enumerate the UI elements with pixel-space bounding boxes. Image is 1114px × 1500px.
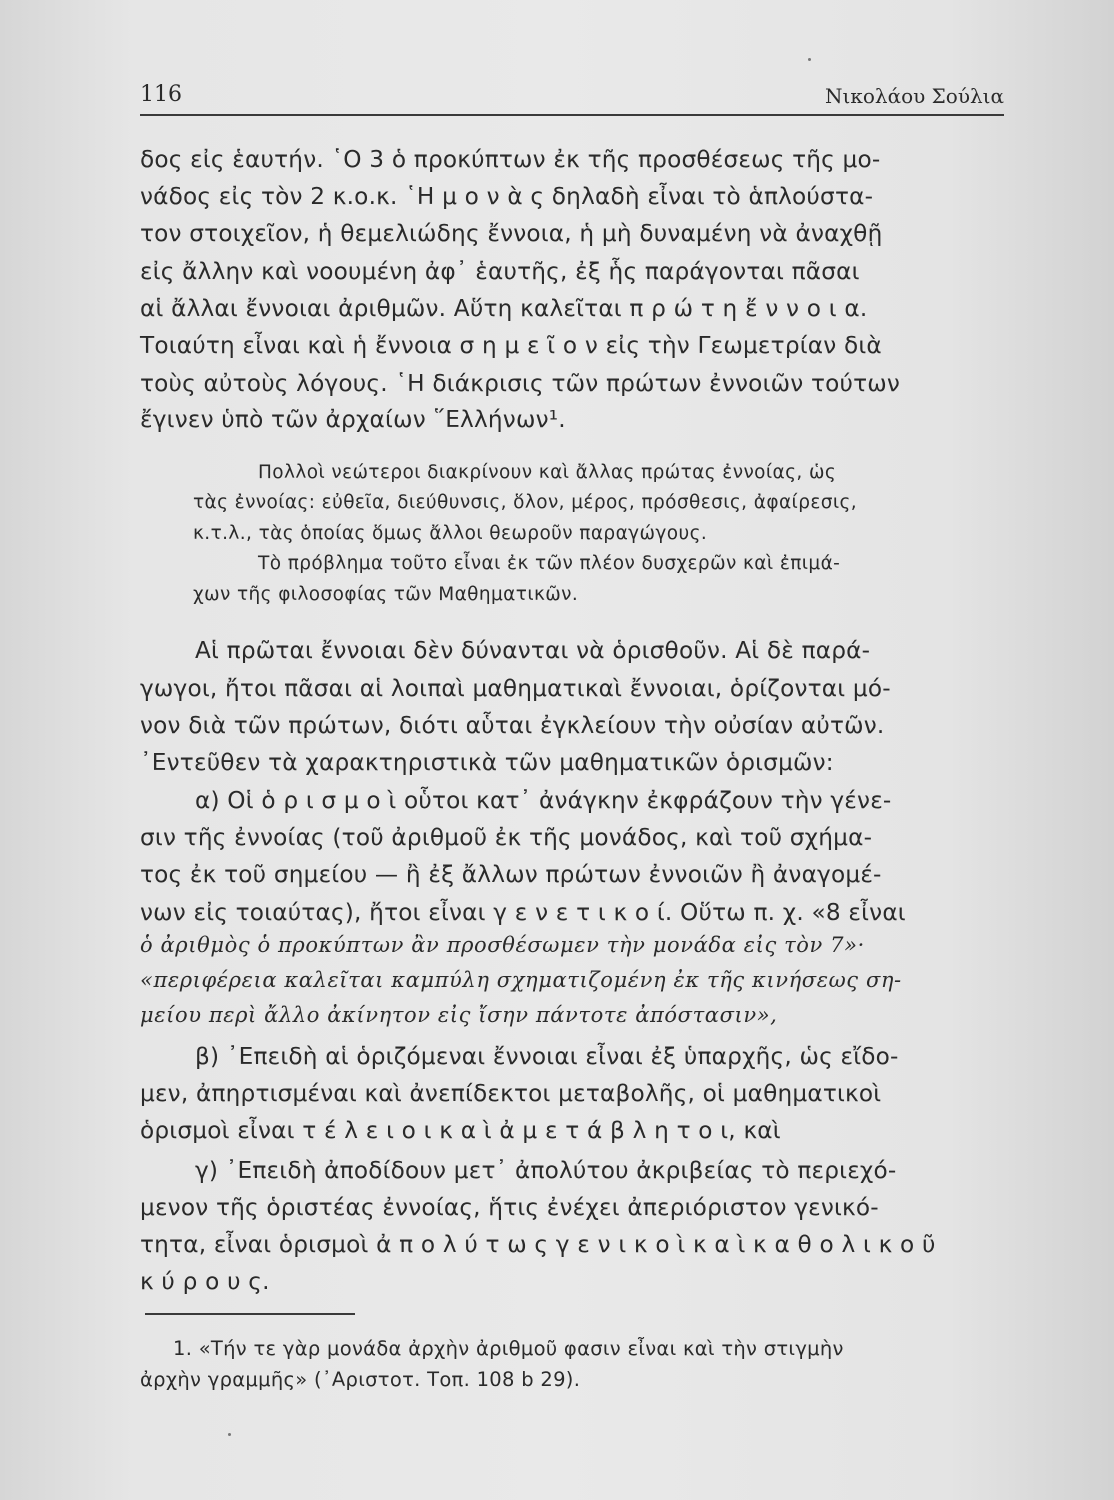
list-item-a-line: α) Οἱ ὁ ρ ι σ μ ο ὶ οὗτοι κατ᾽ ἀνάγκην ἐκφράζουν τὴν γένε-: [195, 787, 892, 814]
body-line: γωγοι, ἤτοι πᾶσαι αἱ λοιπαὶ μαθηματικαὶ ἔννοιαι, ὁρίζονται μό-: [140, 675, 891, 702]
note-line: Τὸ πρόβλημα τοῦτο εἶναι ἐκ τῶν πλέον δυσχερῶν καὶ ἐπιμά-: [258, 553, 841, 574]
list-item-c-line: τητα, εἶναι ὁρισμοὶ ἀ π ο λ ύ τ ω ς γ ε ν ι κ ο ὶ κ α ὶ κ α θ ο λ ι κ ο ῦ: [140, 1231, 936, 1258]
body-line: δος εἰς ἑαυτήν. ῾Ο 3 ὁ προκύπτων ἐκ τῆς προσθέσεως τῆς μο-: [140, 146, 881, 173]
note-line: τὰς ἐννοίας: εὐθεῖα, διεύθυνσις, ὅλον, μέρος, πρόσθεσις, ἀφαίρεσις,: [193, 492, 858, 513]
list-item-c-line: γ) ᾽Επειδὴ ἀποδίδουν μετ᾽ ἀπολύτου ἀκριβείας τὸ περιεχό-: [195, 1157, 897, 1184]
list-item-a-line: νων εἰς τοιαύτας), ἤτοι εἶναι γ ε ν ε τ ι κ ο ί. Οὕτω π. χ. «8 εἶναι: [140, 899, 906, 926]
note-line: Πολλοὶ νεώτεροι διακρίνουν καὶ ἄλλας πρώτας ἐννοίας, ὡς: [258, 462, 837, 483]
header-rule: [140, 114, 1004, 116]
page-number: 116: [140, 82, 182, 107]
list-item-c-line: μενον τῆς ὁριστέας ἐννοίας, ἥτις ἐνέχει ἀπεριόριστον γενικό-: [140, 1194, 879, 1221]
footnote-rule: [145, 1313, 355, 1315]
body-line: τον στοιχεῖον, ἡ θεμελιώδης ἔννοια, ἡ μὴ δυναμένη νὰ ἀναχθῇ: [140, 220, 883, 247]
footnote-line: ἀρχὴν γραμμῆς» (᾽Αριστοτ. Τοπ. 108 b 29).: [140, 1368, 581, 1391]
list-item-b-line: μεν, ἀπηρτισμέναι καὶ ἀνεπίδεκτοι μεταβολῆς, οἱ μαθηματικοὶ: [140, 1080, 882, 1107]
italic-quote-line: μείου περὶ ἄλλο ἀκίνητον εἰς ἴσην πάντοτε ἀπόστασιν»,: [140, 1003, 778, 1027]
list-item-c-line: κ ύ ρ ο υ ς.: [140, 1268, 270, 1295]
body-line: νάδος εἰς τὸν 2 κ.ο.κ. ῾Η μ ο ν ὰ ς δηλαδὴ εἶναι τὸ ἁπλούστα-: [140, 183, 874, 210]
body-line: Αἱ πρῶται ἔννοιαι δὲν δύνανται νὰ ὁρισθοῦν. Αἱ δὲ παρά-: [195, 637, 871, 664]
body-line: Τοιαύτη εἶναι καὶ ἡ ἔννοια σ η μ ε ῖ ο ν εἰς τὴν Γεωμετρίαν διὰ: [140, 332, 882, 359]
list-item-b-line: ὁρισμοὶ εἶναι τ έ λ ε ι ο ι κ α ὶ ἀ μ ε τ ά β λ η τ ο ι, καὶ: [140, 1117, 781, 1144]
footnote-line: 1. «Τήν τε γὰρ μονάδα ἀρχὴν ἀριθμοῦ φασιν εἶναι καὶ τὴν στιγμὴν: [173, 1337, 844, 1360]
body-line: εἰς ἄλλην καὶ νοουμένη ἀφ᾽ ἑαυτῆς, ἐξ ἧς παράγονται πᾶσαι: [140, 258, 860, 285]
note-line: χων τῆς φιλοσοφίας τῶν Μαθηματικῶν.: [193, 584, 579, 605]
paper-speck: [808, 58, 811, 61]
running-head: Νικολάου Σούλια: [825, 84, 1004, 108]
list-item-a-line: τος ἐκ τοῦ σημείου — ἢ ἐξ ἄλλων πρώτων ἐννοιῶν ἢ ἀναγομέ-: [140, 861, 882, 888]
paper-speck: [228, 1433, 231, 1436]
italic-quote-line: ὁ ἀριθμὸς ὁ προκύπτων ἂν προσθέσωμεν τὴν μονάδα εἰς τὸν 7»·: [140, 933, 865, 957]
body-line: ἔγινεν ὑπὸ τῶν ἀρχαίων ῞Ελλήνων¹.: [140, 406, 566, 433]
body-line: ᾽Εντεῦθεν τὰ χαρακτηριστικὰ τῶν μαθηματικῶν ὁρισμῶν:: [140, 749, 834, 776]
body-line: αἱ ἄλλαι ἔννοιαι ἀριθμῶν. Αὕτη καλεῖται π ρ ώ τ η ἔ ν ν ο ι α.: [140, 295, 868, 322]
list-item-a-line: σιν τῆς ἐννοίας (τοῦ ἀριθμοῦ ἐκ τῆς μονάδος, καὶ τοῦ σχήμα-: [140, 824, 873, 851]
body-line: τοὺς αὐτοὺς λόγους. ῾Η διάκρισις τῶν πρώτων ἐννοιῶν τούτων: [140, 370, 901, 397]
list-item-b-line: β) ᾽Επειδὴ αἱ ὁριζόμεναι ἔννοιαι εἶναι ἐξ ὑπαρχῆς, ὡς εἴδο-: [195, 1043, 899, 1070]
italic-quote-line: «περιφέρεια καλεῖται καμπύλη σχηματιζομένη ἐκ τῆς κινήσεως ση-: [140, 968, 902, 992]
note-line: κ.τ.λ., τὰς ὁποίας ὅμως ἄλλοι θεωροῦν παραγώγους.: [193, 523, 708, 544]
page-header: [140, 80, 1004, 116]
body-line: νον διὰ τῶν πρώτων, διότι αὗται ἐγκλείουν τὴν οὐσίαν αὐτῶν.: [140, 712, 885, 739]
